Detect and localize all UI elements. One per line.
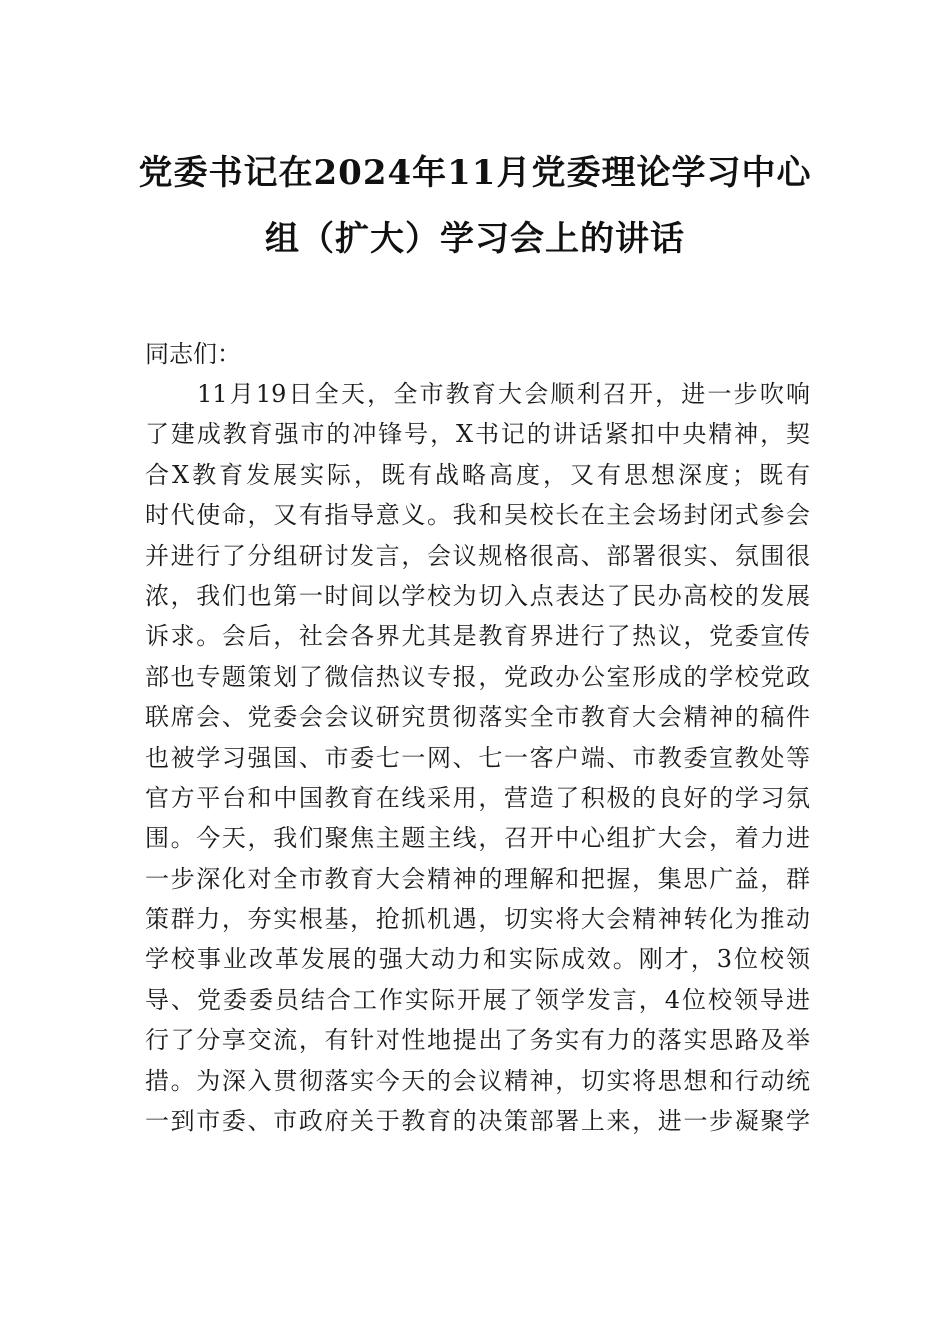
paragraph-line: 诉求。会后，社会各界尤其是教育界进行了热议，党委宣传: [145, 622, 810, 651]
paragraph-line: 并进行了分组研讨发言，会议规格很高、部署很实、氛围很: [145, 541, 810, 570]
paragraph-line: 了建成教育强市的冲锋号，X书记的讲话紧扣中央精神，契: [145, 420, 810, 449]
title-line-1: 党委书记在2024年11月党委理论学习中心: [138, 153, 812, 193]
body-paragraph: [145, 374, 810, 1141]
document-title: [120, 140, 830, 272]
paragraph-line: 一到市委、市政府关于教育的决策部署上来，进一步凝聚学: [145, 1107, 810, 1136]
paragraph-line: 也被学习强国、市委七一网、七一客户端、市教委宣教处等: [145, 743, 810, 772]
paragraph-line: 合X教育发展实际，既有战略高度，又有思想深度；既有: [145, 460, 810, 489]
paragraph-line: 11月19日全天，全市教育大会顺利召开，进一步吹响: [197, 380, 810, 408]
paragraph-line: 官方平台和中国教育在线采用，营造了积极的良好的学习氛: [145, 783, 810, 812]
salutation: 同志们：: [145, 340, 241, 368]
paragraph-line: 导、党委委员结合工作实际开展了领学发言，4位校领导进: [145, 985, 810, 1014]
paragraph-line: 策群力，夯实根基，抢抓机遇，切实将大会精神转化为推动: [145, 905, 810, 934]
title-line-2: 组（扩大）学习会上的讲话: [265, 219, 685, 259]
paragraph-line: 时代使命，又有指导意义。我和吴校长在主会场封闭式参会: [145, 501, 810, 530]
paragraph-line: 措。为深入贯彻落实今天的会议精神，切实将思想和行动统: [145, 1066, 810, 1095]
paragraph-line: 围。今天，我们聚焦主题主线，召开中心组扩大会，着力进: [145, 824, 810, 853]
paragraph-line: 学校事业改革发展的强大动力和实际成效。刚才，3位校领: [145, 945, 810, 974]
paragraph-line: 一步深化对全市教育大会精神的理解和把握，集思广益，群: [145, 864, 810, 893]
paragraph-line: 联席会、党委会会议研究贯彻落实全市教育大会精神的稿件: [145, 703, 810, 732]
paragraph-line: 行了分享交流，有针对性地提出了务实有力的落实思路及举: [145, 1026, 810, 1055]
paragraph-line: 浓，我们也第一时间以学校为切入点表达了民办高校的发展: [145, 581, 810, 610]
paragraph-line: 部也专题策划了微信热议专报，党政办公室形成的学校党政: [145, 662, 810, 691]
